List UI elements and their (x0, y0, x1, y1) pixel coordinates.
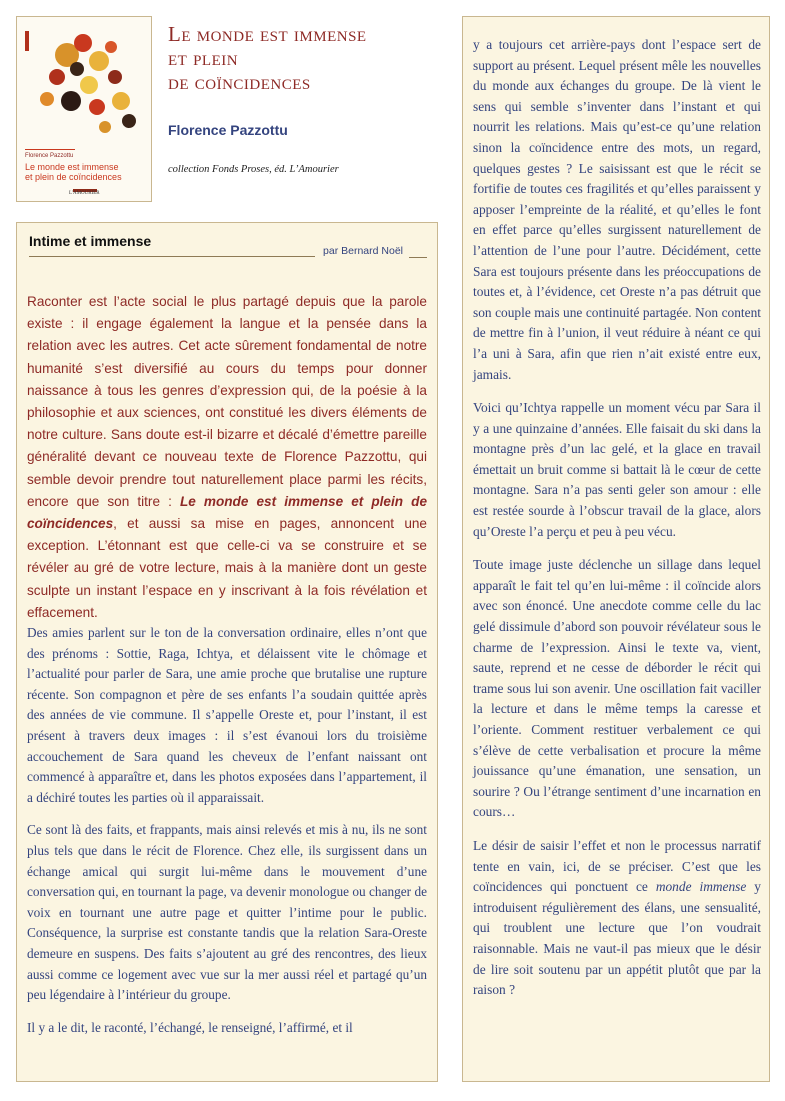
book-header (168, 22, 438, 175)
review-left-column (16, 222, 438, 1082)
body-paragraph: Il y a le dit, le raconté, l’échangé, le renseigné, l’affirmé, et il (27, 1019, 353, 1035)
cover-author: Florence Pazzottu (25, 153, 74, 159)
book-author: Florence Pazzottu (168, 122, 288, 138)
body-paragraph: Voici qu’Ichtya rappelle un moment vécu par Sara il y a une quinzaine d’années. Elle faisait du ski dans la montagne près d’un lac gelé, et la glace en travail émettait un bruit comme si battait là le cœur de cette montagne. Sara n’a pas senti geler son amour : elle est restée sourde à l’obscur travail de la glace, alors qu’Oreste l’a perçu et peu à peu vécu. (473, 400, 761, 539)
body-paragraph-final (473, 836, 761, 1001)
final-italic-phrase: monde immense (655, 879, 747, 895)
review-title: Intime et immense (29, 233, 152, 249)
final-text-end: y introduisent régulièrement des élans, une sensualité, qui troublent une lecture que l’on voudrait raisonnable. Mais ne vaut-il pas mieux que le désir de lire soit soutenu par un appétit plutôt que par la raison ? (473, 879, 762, 998)
review-right-column (462, 16, 770, 1082)
review-byline: par Bernard Noël (323, 245, 403, 257)
body-paragraph: Toute image juste déclenche un sillage dans lequel apparaît le fait tel qu’en lui-même : il coïncide alors avec son énoncé. Une anecdote comme celle du lac gelé dissimule d’abord son pouvoir révélateur sous le charme de l’expression. Ainsi le texte va, vient, saute, reprend et ne cesse de déborder le récit qui trame sous lui son avenir. Une oscillation fait vaciller la lecture et dans le même temps la caresse et l’oriente. Comment restituer verbalement ce qui s’élève de cette verbalisation et procure la même jouissance qu’une émanation, une sensation, un sourire ? Ou l’étrange sentiment d’une incarnation en cours… (473, 557, 761, 820)
book-title: Le monde est immense et plein de coïncidences (168, 22, 367, 94)
lead-text-start: Raconter est l’acte social le plus partagé depuis que la parole existe : il engage également la langue et la pensée dans la relation avec les autres. Cet acte sûrement fondamental de notre humanité s’est diversifié au cours du temps pour donner naissance à tous les genres d’expression qui, de la poésie à la philosophie et aux sciences, ont constitué les divers éléments de notre culture. Sans doute est-il bizarre et décalé d’émettre pareille généralité devant ce nouveau texte de Florence Pazzottu, qui semble devoir prendre tout naturellement place parmi les récits, encore que son titre : (27, 294, 427, 509)
final-text-start: Le désir de saisir l’effet et non le processus narratif tente en vain, ici, de se préciser. C’est que les coïncidences qui ponctuent ce (473, 837, 761, 895)
body-paragraph: Des amies parlent sur le ton de la conversation ordinaire, elles n’ont que des prénoms : Sottie, Raga, Ichtya, et délaissent vite le chômage et l’actualité pour parler de Sara, une amie proche que brutalise une rupture récente. Son compagnon et père de ses enfants l’a soudain quittée après des années de vie commune. Il s’appelle Oreste et, pour l’instant, il est présent à travers deux images : il s’est évanoui lors du troisième accouchement de Sara quand les cheveux de l’enfant naissant ont commencé à apparaître et, dans les photos exposées dans l’appartement, il a déchiré toutes les parties où il apparaissait. (27, 625, 427, 805)
lead-text-end: , et aussi sa mise en pages, annoncent une exception. L’étonnant est que celle-ci va se construire et se révéler au gré de votre lecture, mais à la manière dont un geste sculpte un instant l’espace en y inscrivant à la fois révélation et effacement. (27, 516, 427, 620)
byline-divider (409, 257, 427, 258)
review-lead-paragraph (27, 291, 427, 624)
review-heading (29, 233, 427, 255)
heading-divider (29, 256, 315, 257)
right-body-text (473, 35, 761, 1014)
lead-book-title: Le monde est immense et plein de coïncidences (27, 493, 428, 532)
cover-title-line2: et plein de coïncidences (25, 172, 122, 182)
left-body-text (27, 623, 427, 1050)
body-paragraph: y a toujours cet arrière-pays dont l’espace sert de support au présent. Lequel présent mêle les nouvelles du monde aux échanges du groupe. De là vient le sens qui semble s’inventer dans l’instant et qui nourrit les relations. Mais qu’est-ce qu’une relation sinon la coïncidence entre des mots, un regard, quelques gestes ? Le saisissant est que le récit se fortifie de toutes ces fragilités et qu’elles paraissent y apposer l’empreinte de la réalité, et qu’elles le font en effet parce qu’elles surgissent naturellement de l’attention de l’une pour l’autre. Décidément, cette Sara est toujours présente dans les préoccupations de toutes et, à l’évidence, cet Oreste n’a pas détruit que son couple mais une continuité partagée. Non content de mettre fin à l’union, il veut réduire à néant ce qui l’a uni à Sara, afin que rien n’ait existé entre eux, jamais. (473, 37, 761, 382)
cover-publisher: L'AMOURIER (69, 191, 100, 196)
body-paragraph: Ce sont là des faits, et frappants, mais ainsi relevés et mis à nu, ils ne sont plus tels que dans le récit de Florence. Chez elle, ils surgissent dans un échange amical qui surgit lui-même dans le mouvement d’une conversation qui, en tournant la page, va devenir monologue ou changer de voix en tournant une autre page et quitter l’intime pour le public. Conséquence, la surprise est constante tandis que la relation Sara-Oreste demeure en suspens. Des faits s’ajoutent au gré des rencontres, des lieux aussi comme ce logement avec vue sur la mer aussi réel et partagé qu’un peu légendaire à l’intérieur du groupe. (27, 822, 427, 1003)
book-collection: collection Fonds Proses, éd. L’Amourier (168, 164, 339, 175)
cover-title-line1: Le monde est immense (25, 162, 119, 172)
book-cover (16, 16, 152, 202)
